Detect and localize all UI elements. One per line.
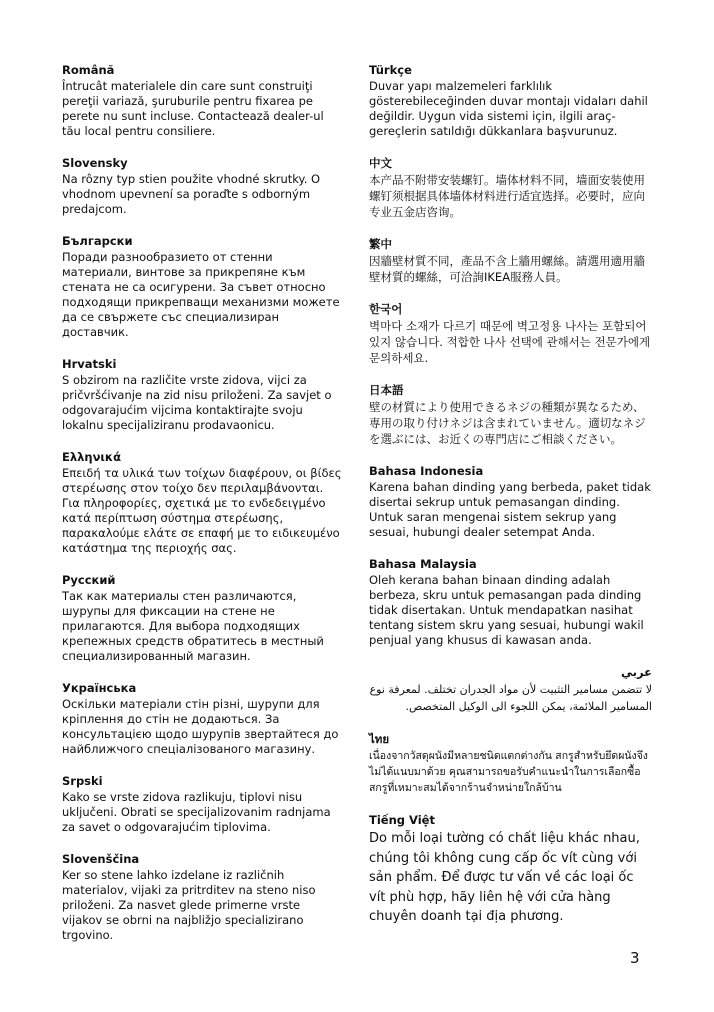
language-heading: 한국어 <box>369 302 403 316</box>
section-slovensky <box>62 156 344 217</box>
language-heading: Hrvatski <box>62 357 117 371</box>
language-heading: Български <box>62 234 133 248</box>
section-bahasa-malaysia <box>369 557 652 648</box>
section-japanese <box>369 383 652 447</box>
language-heading: 繁中 <box>369 237 392 251</box>
language-text: Na rôzny typ stien použite vhodné skrutky. O vhodnom upevnení sa poraďte s odborným predajcom. <box>62 172 321 216</box>
language-text: Karena bahan dinding yang berbeda, paket tidak disertai sekrup untuk pemasangan dinding. Untuk saran mengenai sistem sekrup yang sesuai, hubungi dealer setempat Anda. <box>369 480 651 539</box>
language-text: Так как материалы стен различаются, шурупы для фиксации на стене не прилагаются. Для выбора подходящих крепежных средств обратитесь в местный специализированный магазин. <box>62 589 324 663</box>
left-column <box>62 63 344 960</box>
language-heading: Slovensky <box>62 156 128 170</box>
section-turkce <box>369 63 652 139</box>
section-arabic <box>369 665 652 715</box>
language-text: 因牆壁材質不同，產品不含上牆用螺絲。請選用適用牆壁材質的螺絲，可洽詢IKEA服務人員。 <box>369 254 645 284</box>
section-srpski <box>62 774 344 835</box>
language-text: 本产品不附带安装螺钉。墙体材料不同，墙面安装使用螺钉须根据具体墙体材料进行适宜选择。必要时，应向专业五金店咨询。 <box>369 173 645 219</box>
section-vietnamese <box>369 813 652 927</box>
section-russian <box>62 573 344 664</box>
section-chinese-simplified <box>369 156 652 220</box>
language-text: Ker so stene lahko izdelane iz različnih materialov, vijaki za pritrditev na steno niso priloženi. Za nasvet glede primerne vrste vijakov se obrni na najbližjo specializirano trgovino. <box>62 868 316 942</box>
language-heading: 中文 <box>369 156 392 170</box>
section-hrvatski <box>62 357 344 433</box>
section-bulgarian <box>62 234 344 340</box>
language-heading: ไทย <box>369 732 390 746</box>
language-text: S obzirom na različite vrste zidova, vijci za pričvršćivanje na zid nisu priloženi. Za savjet o odgovarajućim vijcima kontaktirajte svoju lokalnu specijaliziranu prodavaonicu. <box>62 373 332 432</box>
language-heading: Русский <box>62 573 116 587</box>
language-text: Επειδή τα υλικά των τοίχων διαφέρουν, οι βίδες στερέωσης στον τοίχο δεν περιλαμβάνονται. Για πληροφορίες, σχετικά με το ενδεδειγμένο κατά περίπτωση σύστημα στερέωσης, παρακαλούμε ελάτε σε επαφή με το ειδικευμένο κατάστημα της περιοχής σας. <box>62 466 342 555</box>
right-column <box>369 63 652 944</box>
language-heading: 日本語 <box>369 383 404 397</box>
language-text: Do mỗi loại tường có chất liệu khác nhau, chúng tôi không cung cấp ốc vít cùng với sản phẩm. Để được tư vấn về các loại ốc vít phù hợp, hãy liên hệ với cửa hàng chuyên doanh tại địa phương. <box>369 831 640 924</box>
language-heading: Slovenščina <box>62 852 140 866</box>
section-chinese-traditional <box>369 237 652 285</box>
language-heading: Srpski <box>62 774 103 788</box>
language-heading: Türkçe <box>369 63 412 77</box>
language-heading: Українська <box>62 681 137 695</box>
language-heading: Ελληνικά <box>62 450 121 464</box>
section-bahasa-indonesia <box>369 464 652 540</box>
language-heading: Română <box>62 63 115 77</box>
section-ukrainian <box>62 681 344 757</box>
page-number: 3 <box>630 949 640 967</box>
language-text: 벽마다 소재가 다르기 때문에 벽고정용 나사는 포함되어 있지 않습니다. 적합한 나사 선택에 관해서는 전문가에게 문의하세요. <box>369 319 651 365</box>
language-text: เนื่องจากวัสดุผนังมีหลายชนิดแตกต่างกัน สกรูสำหรับยึดผนังจึงไม่ได้แนบมาด้วย คุณสามารถขอรับคำแนะนำในการเลือกซื้อสกรูที่เหมาะสมได้จากร้านจำหน่ายใกล้บ้าน <box>369 750 648 794</box>
language-heading: Tiếng Việt <box>369 813 435 827</box>
language-heading: Bahasa Malaysia <box>369 557 477 571</box>
language-text: Оскільки матеріали стін різні, шурупи для кріплення до стін не додаються. За консультацією щодо шурупів звертайтеся до найближчого спеціалізованого магазину. <box>62 697 339 756</box>
language-text: Oleh kerana bahan binaan dinding adalah berbeza, skru untuk pemasangan pada dinding tidak disertakan. Untuk mendapatkan nasihat tentang sistem skru yang sesuai, hubungi wakil penjual yang khusus di kawasan anda. <box>369 573 644 647</box>
section-korean <box>369 302 652 366</box>
language-heading: عربي <box>621 665 652 679</box>
language-text: Поради разнообразието от стенни материали, винтове за прикрепяне към стената не са осигурени. За съвет относно подходящи прикрепващи механизми можете да се свържете със специализиран доставчик. <box>62 250 340 339</box>
language-text: Duvar yapı malzemeleri farklılık gösterebileceğinden duvar montajı vidaları dahil değildir. Uygun vida sistemi için, ilgili araç-gereçlerin satıldığı dükkanlara başvurunuz. <box>369 79 648 138</box>
section-slovenscina <box>62 852 344 943</box>
language-text: لا تتضمن مسامير التثبيت لأن مواد الجدران تختلف. لمعرفة نوع المسامير الملائمة، يمكن اللجوء الى الوكيل المتخصص. <box>369 683 652 713</box>
language-text: 壁の材質により使用できるネジの種類が異なるため、専用の取り付けネジは含まれていません。適切なネジを選ぶには、お近くの専門店にご相談ください。 <box>369 400 646 446</box>
section-thai <box>369 732 652 796</box>
language-text: Kako se vrste zidova razlikuju, tiplovi nisu uključeni. Obrati se specijalizovanim radnjama za savet o odgovarajućim tiplovima. <box>62 790 331 834</box>
language-heading: Bahasa Indonesia <box>369 464 484 478</box>
language-text: Întrucât materialele din care sunt construiţi pereţii variază, şuruburile pentru fixarea pe perete nu sunt incluse. Contactează dealer-ul tău local pentru consiliere. <box>62 79 324 138</box>
section-romana <box>62 63 344 139</box>
section-greek <box>62 450 344 556</box>
